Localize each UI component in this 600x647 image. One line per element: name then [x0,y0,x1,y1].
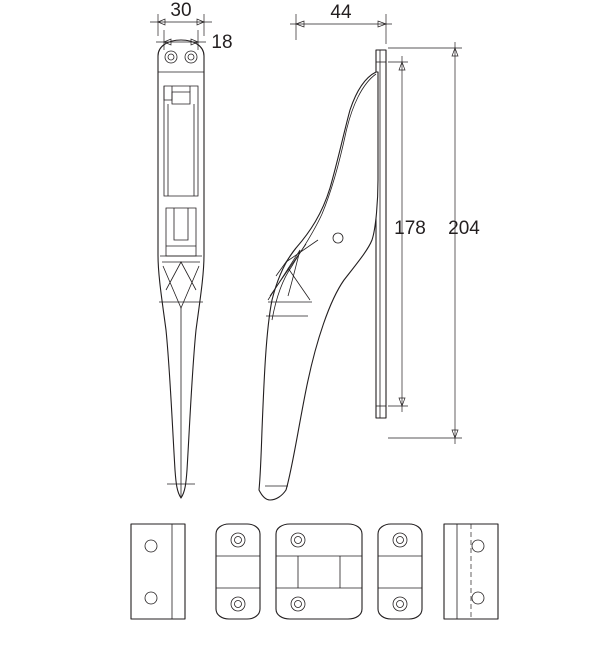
dimension-18-label: 18 [211,32,233,53]
side-view-handle [259,50,386,500]
keep-narrow-right [378,524,422,619]
mounting-plates-and-keeps [131,524,498,619]
keep-wide-center [276,524,362,619]
strike-plate-left [131,524,185,619]
dimension-30-label: 30 [170,0,192,21]
dimension-44 [290,2,392,44]
dimension-30 [150,0,212,36]
dimension-178 [388,56,426,412]
dimension-204-label: 204 [448,218,480,239]
dimension-178-label: 178 [394,218,426,239]
dimension-44-label: 44 [330,2,352,23]
front-view-handle [158,40,204,498]
strike-plate-right [444,524,498,619]
keep-narrow-left [216,524,260,619]
